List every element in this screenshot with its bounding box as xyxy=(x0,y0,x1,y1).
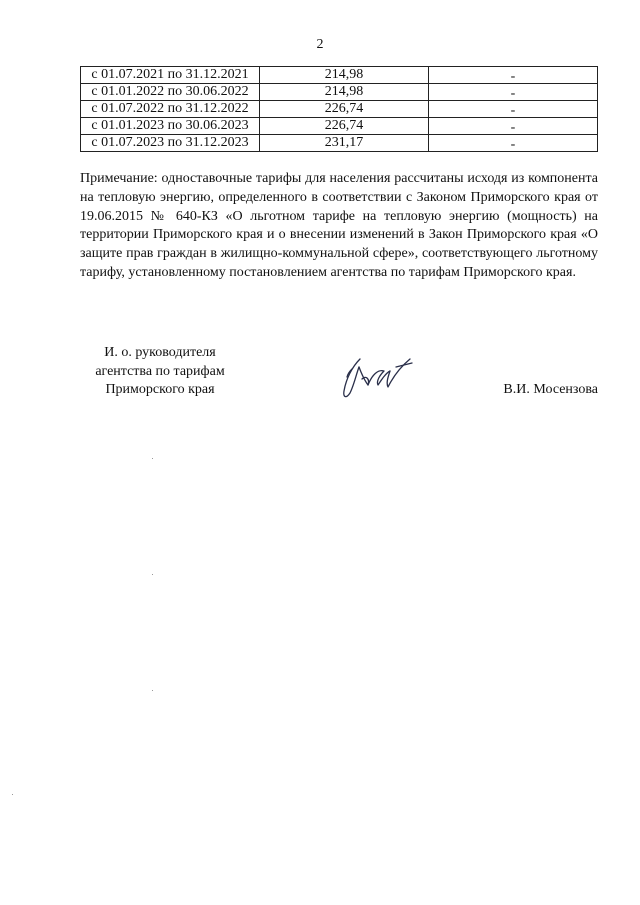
period-cell: с 01.07.2021 по 31.12.2021 xyxy=(81,67,260,84)
empty-value-cell xyxy=(429,67,598,84)
table-row xyxy=(81,118,598,135)
scan-speck xyxy=(152,458,153,459)
empty-value-cell xyxy=(429,135,598,152)
signer-title-line: И. о. руководителя xyxy=(104,345,216,360)
scan-speck xyxy=(152,574,153,575)
empty-value-cell xyxy=(429,118,598,135)
handwritten-signature-icon xyxy=(338,345,428,407)
tariff-value-cell: 214,98 xyxy=(260,84,429,101)
tariff-table xyxy=(80,66,598,152)
note-paragraph: Примечание: одноставочные тарифы для населения рассчитаны исходя из компонента на тепловую энергию, определенного в соответствии с Законом Приморского края от 19.06.2015 № 640-КЗ «О льготном тарифе на тепловую энергию (мощность) на территории Приморского края и о внесении изменений в Закон Приморского края «О защите прав граждан в жилищно-коммунальной сфере», соответствующего льготному тарифу, установленному постановлением агентства по тарифам Приморского края. xyxy=(80,171,598,280)
signer-name: В.И. Мосензова xyxy=(503,382,598,397)
scan-speck xyxy=(12,794,13,795)
page-number: 2 xyxy=(316,37,324,52)
signer-title-line: агентства по тарифам xyxy=(95,363,225,379)
dash-text: - xyxy=(510,103,516,118)
dash-text: - xyxy=(510,120,516,135)
table-row xyxy=(81,67,598,84)
empty-value-cell xyxy=(429,84,598,101)
scan-speck xyxy=(152,690,153,691)
table-row xyxy=(81,84,598,101)
empty-value-cell xyxy=(429,101,598,118)
period-cell: с 01.01.2023 по 30.06.2023 xyxy=(81,118,260,135)
tariff-value-cell: 214,98 xyxy=(260,67,429,84)
tariff-value-cell: 231,17 xyxy=(260,135,429,152)
tariff-value-cell: 226,74 xyxy=(260,118,429,135)
period-cell: с 01.07.2023 по 31.12.2023 xyxy=(81,135,260,152)
table-row xyxy=(81,135,598,152)
table-row xyxy=(81,101,598,118)
dash-text: - xyxy=(510,69,516,84)
period-cell: с 01.07.2022 по 31.12.2022 xyxy=(81,101,260,118)
tariff-value-cell: 226,74 xyxy=(260,101,429,118)
signer-title-line: Приморского края xyxy=(105,382,215,397)
dash-text: - xyxy=(510,137,516,152)
signer-title xyxy=(80,344,240,400)
dash-text: - xyxy=(510,86,516,101)
period-cell: с 01.01.2022 по 30.06.2022 xyxy=(81,84,260,101)
